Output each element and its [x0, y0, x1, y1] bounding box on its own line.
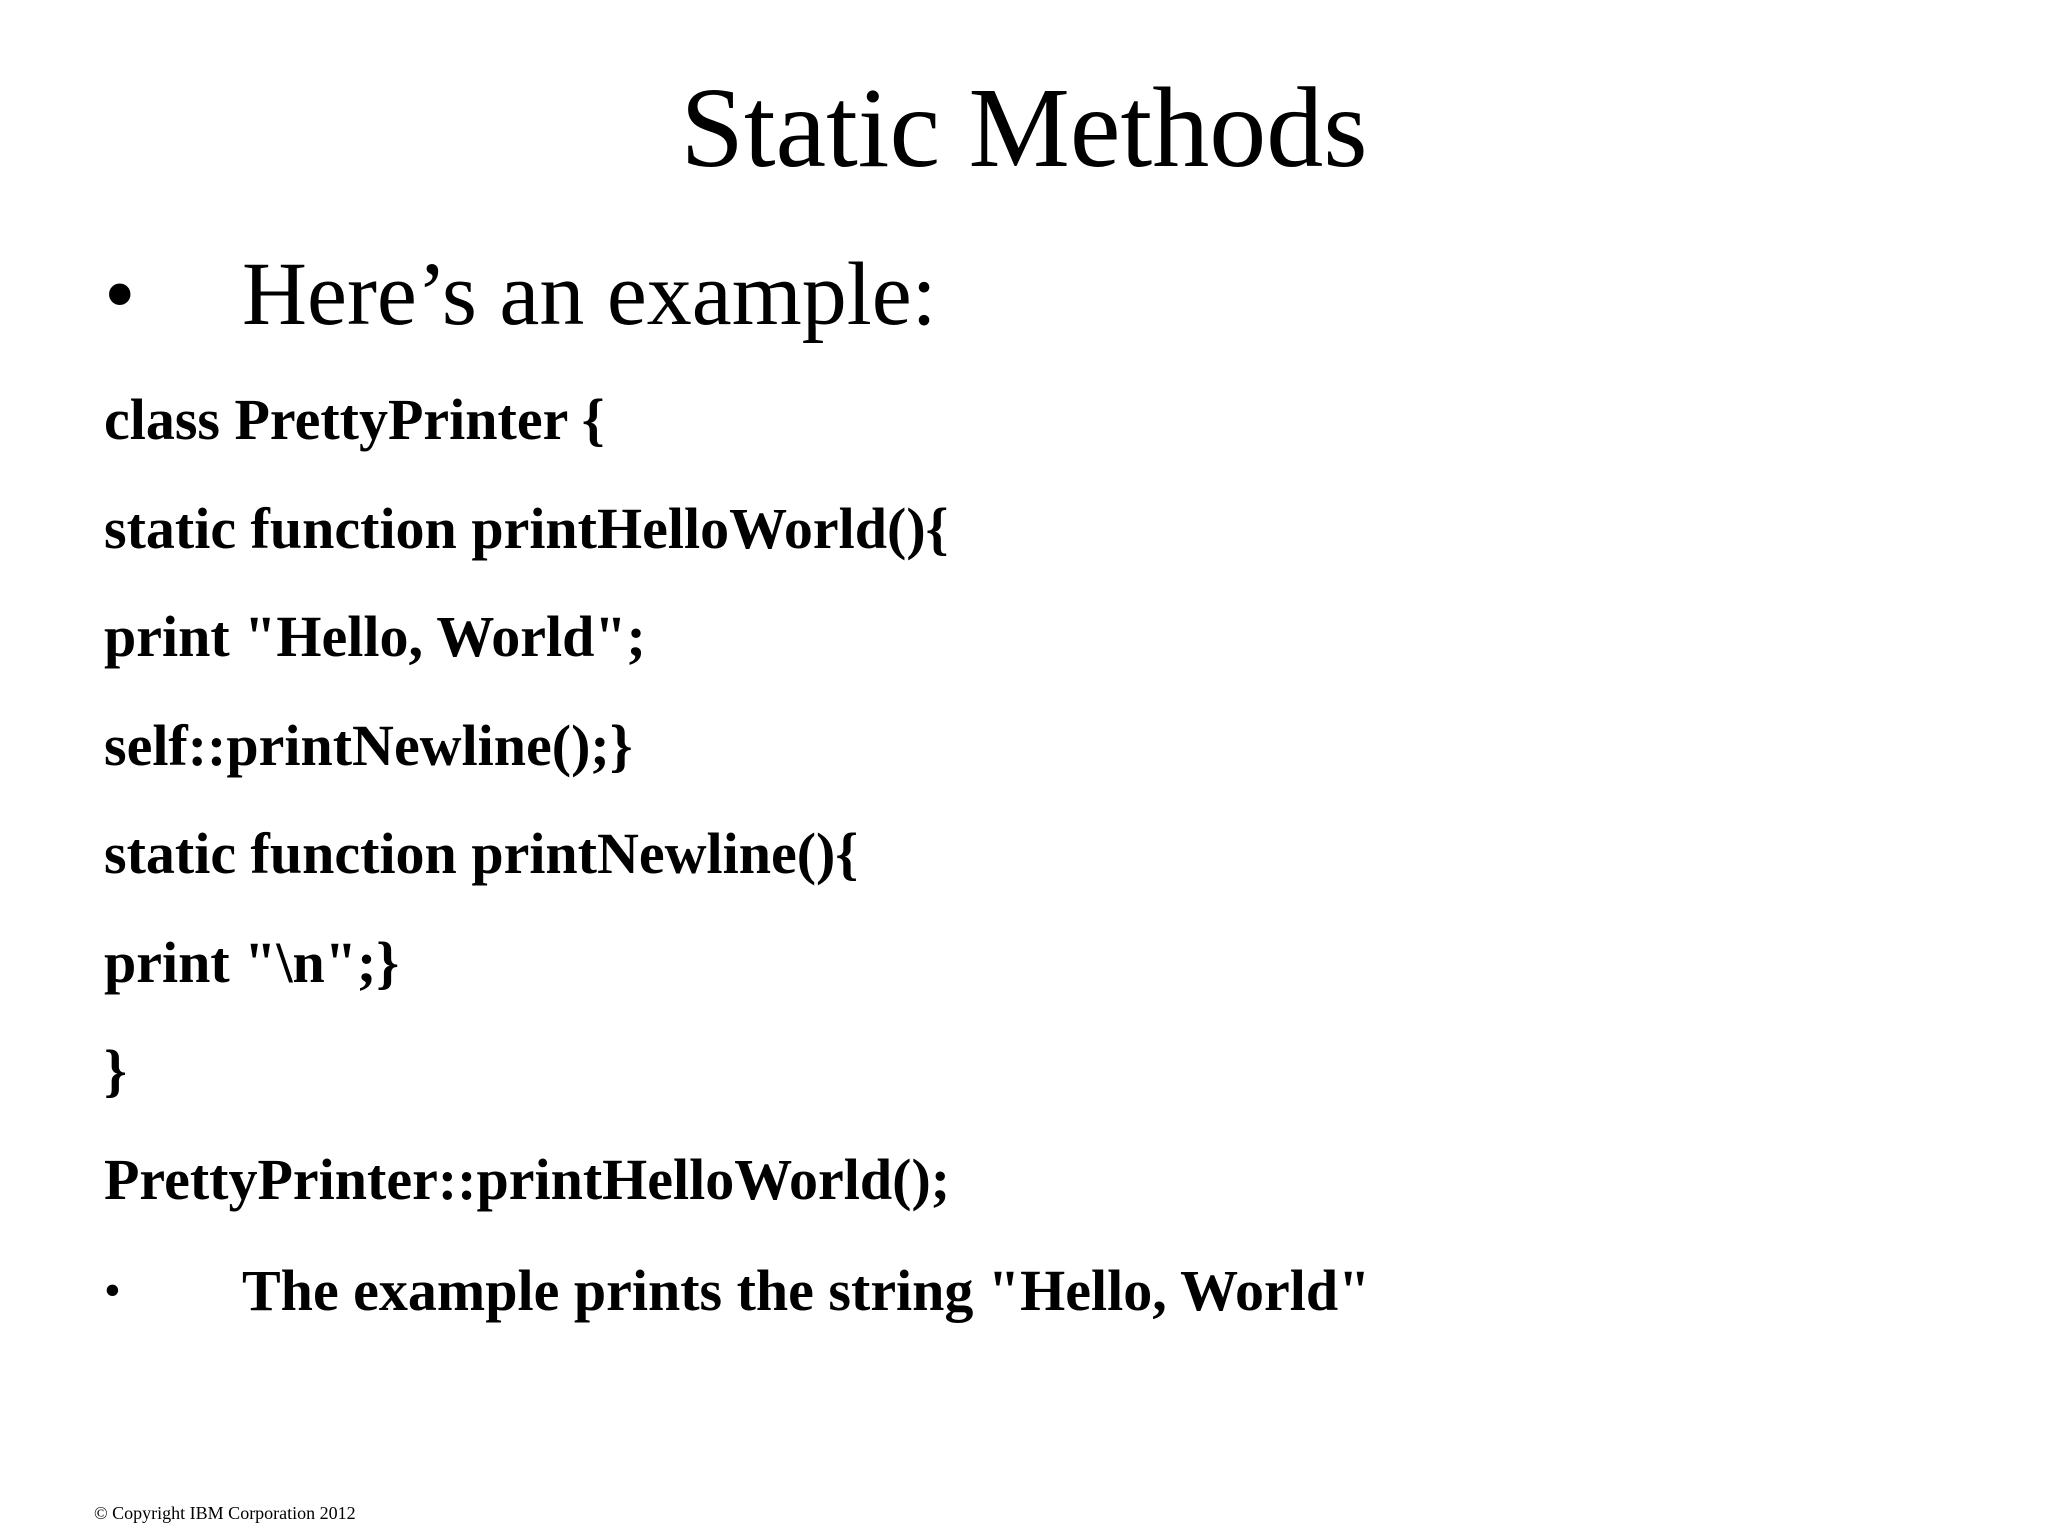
code-line: static function printHelloWorld(){: [104, 495, 949, 561]
code-line: print "\n";}: [104, 929, 400, 995]
result-bullet-text: The example prints the string "Hello, World": [242, 1258, 1371, 1323]
intro-bullet: [104, 240, 1904, 350]
code-line: static function printNewline(){: [104, 821, 859, 886]
slide-title: Static Methods: [680, 64, 1368, 191]
code-line: class PrettyPrinter {: [104, 387, 605, 452]
code-line: PrettyPrinter::printHelloWorld();: [104, 1146, 951, 1212]
bullet-icon: •: [104, 1264, 121, 1317]
code-line: print "Hello, World";: [104, 604, 646, 669]
intro-bullet-text: Here’s an example:: [242, 245, 937, 344]
code-line: self::printNewline();}: [104, 712, 633, 778]
bullet-icon: •: [104, 245, 136, 344]
result-bullet: [104, 1256, 1904, 1326]
code-example: [104, 386, 950, 1254]
code-line: }: [104, 1038, 127, 1103]
copyright-footer: © Copyright IBM Corporation 2012: [94, 1503, 356, 1523]
